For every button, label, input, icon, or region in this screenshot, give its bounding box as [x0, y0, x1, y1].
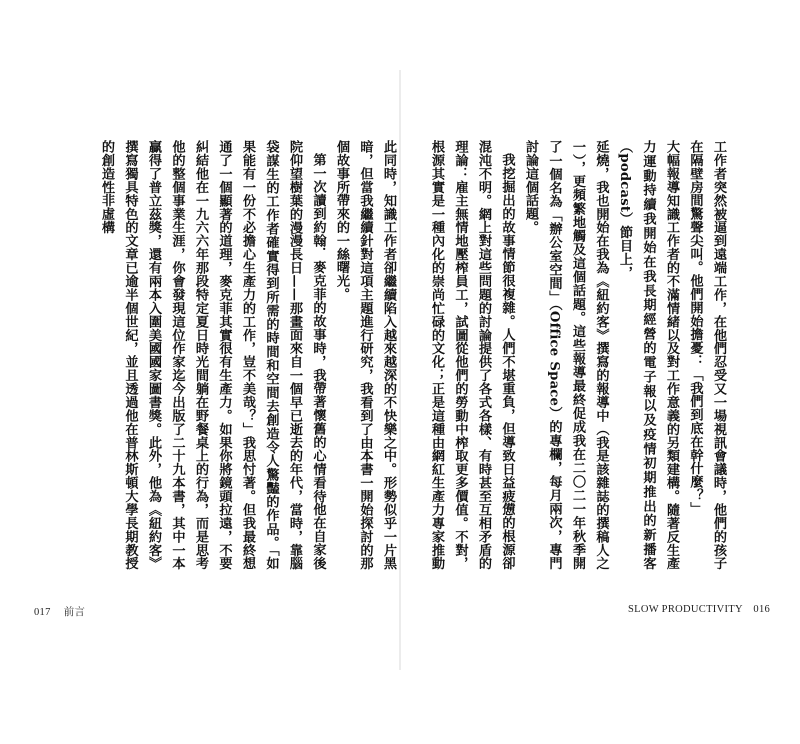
right-page-footer — [628, 604, 770, 615]
book-gutter — [399, 70, 401, 670]
paragraph: 大幅報導知識工作者的不滿情緒以及對工作意義的另類建構。隨著反生產力運動持續我開始在我長期經營的電子報以及疫情初期推出的新播客（podcast）節目上， — [617, 140, 679, 570]
left-page — [95, 140, 400, 570]
page-number: 017 — [34, 607, 51, 618]
left-page-footer — [34, 604, 85, 619]
right-page-body — [425, 140, 730, 570]
paragraph: 此同時，知識工作者卻繼續陷入越來越深的不快樂之中。形勢似乎一片黑暗，但當我繼續針對這項主題進行研究，我看到了由本書一開始探討的那個故事所帶來的一絲曙光。 — [334, 140, 396, 570]
paragraph: 我挖掘出的故事情節很複雜。人們不堪重負，但導致日益疲憊的根源卻混沌不明。網上對這些問題的討論提供了各式各樣、有時甚至互相矛盾的理論：雇主無情地壓榨員工，試圖從他們的勞動中榨取更多價值。不對，根源其實是一種內化的崇尚忙碌的文化；正是這種由網紅生產力專家推動 — [429, 140, 515, 570]
paragraph: 第一次讀到約翰．麥克菲的故事時，我帶著懷舊的心情看待他在自家後院仰望樹葉的漫漫長日——那畫面來自一個早已逝去的年代，當時，靠腦袋謀生的工作者確實得到所需的時間和空間去創造令人驚豔的作品。「如果能有一份不必擔心生產力的工作，豈不美哉？」我思忖著。但我最終想通了一個顯著的道理，麥克菲其實很有生產力。如果你將鏡頭拉遠，不要糾結他在一九六六年那段特定夏日時光間躺在野餐桌上的行為，而是思考他的整個事業生涯，你會發現這位作家迄今出版了二十九本書，其中一本贏得了普立茲獎，還有兩本入圍美國國家圖書獎。此外，他為《紐約客》撰寫獨具特色的文章已逾半個世紀，並且透過他在普林斯頓大學長期教授的創造性非虛構 — [99, 140, 326, 570]
right-page — [425, 140, 730, 570]
paragraph: 延燒，我也開始在我為《紐約客》撰寫的報導中（我是該雜誌的撰稿人之一），更頻繁地觸及這個話題。這些報導最終促成我在二〇二一年秋季開了一個名為「辦公室空間」（Office Space）的專欄，每月兩次，專門討論這個話題。 — [523, 140, 609, 570]
running-title: 前言 — [63, 606, 86, 618]
left-page-body — [95, 140, 400, 570]
paragraph: 工作者突然被逼到遠端工作，在他們忍受又一場視訊會議時，他們的孩子在隔壁房間驚聲尖叫。他們開始擔憂：「我們到底在幹什麼？」 — [687, 140, 726, 570]
running-title: SLOW PRODUCTIVITY — [628, 604, 743, 615]
page-number: 016 — [753, 604, 771, 615]
